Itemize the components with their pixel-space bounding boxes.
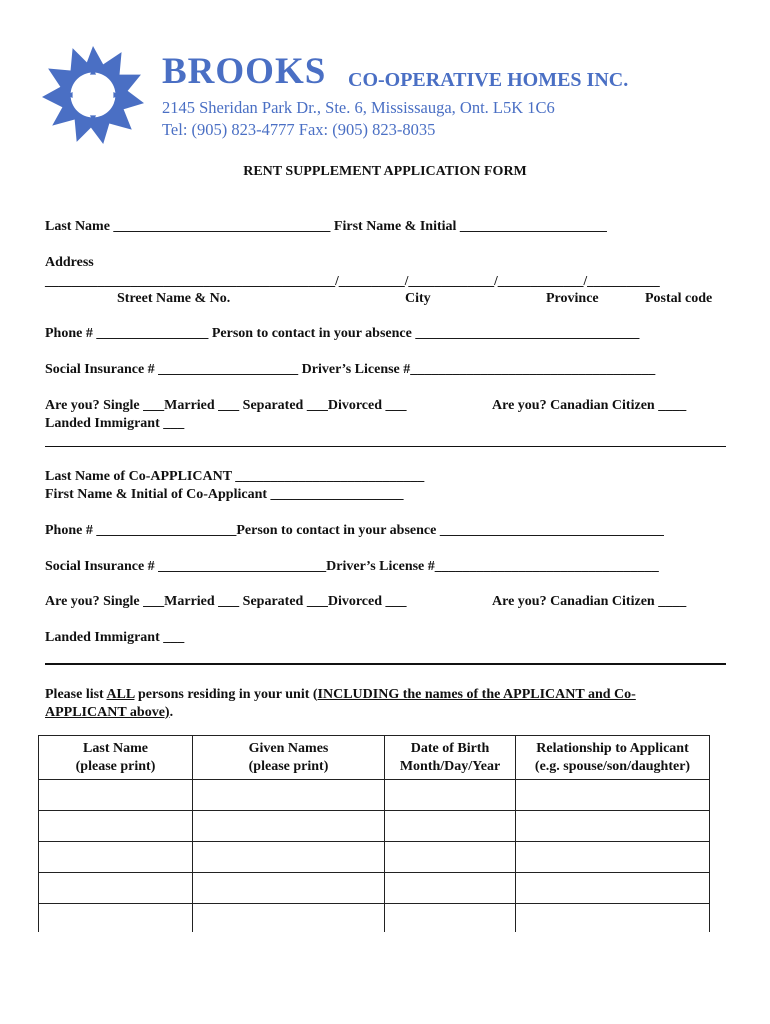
table-cell[interactable]: [39, 904, 193, 933]
divider-thick: [45, 663, 726, 665]
table-row: [39, 842, 710, 873]
applicant-sin-license-field[interactable]: Social Insurance # ____________________ Driver’s License #___________________________________: [45, 362, 656, 377]
table-cell[interactable]: [385, 811, 516, 842]
co-applicant-first-name-field[interactable]: First Name & Initial of Co-Applicant ___________________: [45, 487, 404, 502]
table-cell[interactable]: [516, 811, 710, 842]
co-applicant-sin-license-field[interactable]: Social Insurance # ________________________Driver’s License #________________________________: [45, 559, 659, 574]
sunburst-logo-icon: [42, 44, 144, 146]
table-cell[interactable]: [516, 873, 710, 904]
divider: [45, 446, 726, 447]
table-cell[interactable]: [385, 842, 516, 873]
table-cell[interactable]: [39, 873, 193, 904]
applicant-citizen-field[interactable]: Are you? Canadian Citizen ____: [492, 398, 687, 413]
col-header-date-of-birth: Date of Birth Month/Day/Year: [385, 736, 516, 780]
co-applicant-phone-field[interactable]: Phone # ____________________Person to contact in your absence ________________________________: [45, 523, 664, 538]
table-cell[interactable]: [193, 873, 385, 904]
table-cell[interactable]: [193, 811, 385, 842]
table-row: [39, 904, 710, 933]
applicant-name-field[interactable]: Last Name _______________________________ First Name & Initial _____________________: [45, 219, 607, 234]
co-applicant-landed-field[interactable]: Landed Immigrant ___: [45, 630, 185, 645]
table-cell[interactable]: [385, 780, 516, 811]
company-brand: BROOKS: [162, 51, 327, 92]
persons-instruction-line1: Please list ALL persons residing in your unit (INCLUDING the names of the APPLICANT and Co-: [45, 687, 636, 702]
table-row: [39, 811, 710, 842]
col-header-last-name: Last Name (please print): [39, 736, 193, 780]
applicant-landed-field[interactable]: Landed Immigrant ___: [45, 416, 185, 431]
street-label: Street Name & No.: [117, 291, 231, 306]
table-cell[interactable]: [39, 842, 193, 873]
table-cell[interactable]: [516, 842, 710, 873]
table-cell[interactable]: [193, 780, 385, 811]
applicant-marital-status-field[interactable]: Are you? Single ___Married ___ Separated ___Divorced ___: [45, 398, 407, 413]
table-row: [39, 780, 710, 811]
co-applicant-citizen-field[interactable]: Are you? Canadian Citizen ____: [492, 594, 687, 609]
applicant-phone-field[interactable]: Phone # ________________ Person to contact in your absence ________________________________: [45, 326, 640, 341]
table-cell[interactable]: [39, 780, 193, 811]
table-cell[interactable]: [516, 780, 710, 811]
company-phone-fax: Tel: (905) 823-4777 Fax: (905) 823-8035: [162, 120, 436, 139]
province-label: Province: [546, 291, 599, 306]
col-header-given-names: Given Names (please print): [193, 736, 385, 780]
table-cell[interactable]: [193, 842, 385, 873]
table-cell[interactable]: [385, 904, 516, 933]
persons-table: [38, 735, 710, 932]
company-name: CO-OPERATIVE HOMES INC.: [348, 69, 629, 91]
address-label: Address: [45, 255, 94, 270]
company-address: 2145 Sheridan Park Dr., Ste. 6, Mississauga, Ont. L5K 1C6: [162, 98, 555, 117]
table-header-row: [39, 736, 710, 780]
form-title: RENT SUPPLEMENT APPLICATION FORM: [243, 164, 527, 179]
co-applicant-marital-status-field[interactable]: Are you? Single ___Married ___ Separated ___Divorced ___: [45, 594, 407, 609]
table-cell[interactable]: [193, 904, 385, 933]
address-field[interactable]: ____________________________________________/__________/_____________/_____________/___________: [45, 273, 660, 288]
table-cell[interactable]: [516, 904, 710, 933]
persons-instruction-line2: APPLICANT above).: [45, 705, 174, 720]
city-label: City: [405, 291, 431, 306]
postal-code-label: Postal code: [645, 291, 713, 306]
co-applicant-last-name-field[interactable]: Last Name of Co-APPLICANT ___________________________: [45, 469, 425, 484]
table-cell[interactable]: [385, 873, 516, 904]
table-cell[interactable]: [39, 811, 193, 842]
col-header-relationship: Relationship to Applicant (e.g. spouse/son/daughter): [516, 736, 710, 780]
table-row: [39, 873, 710, 904]
